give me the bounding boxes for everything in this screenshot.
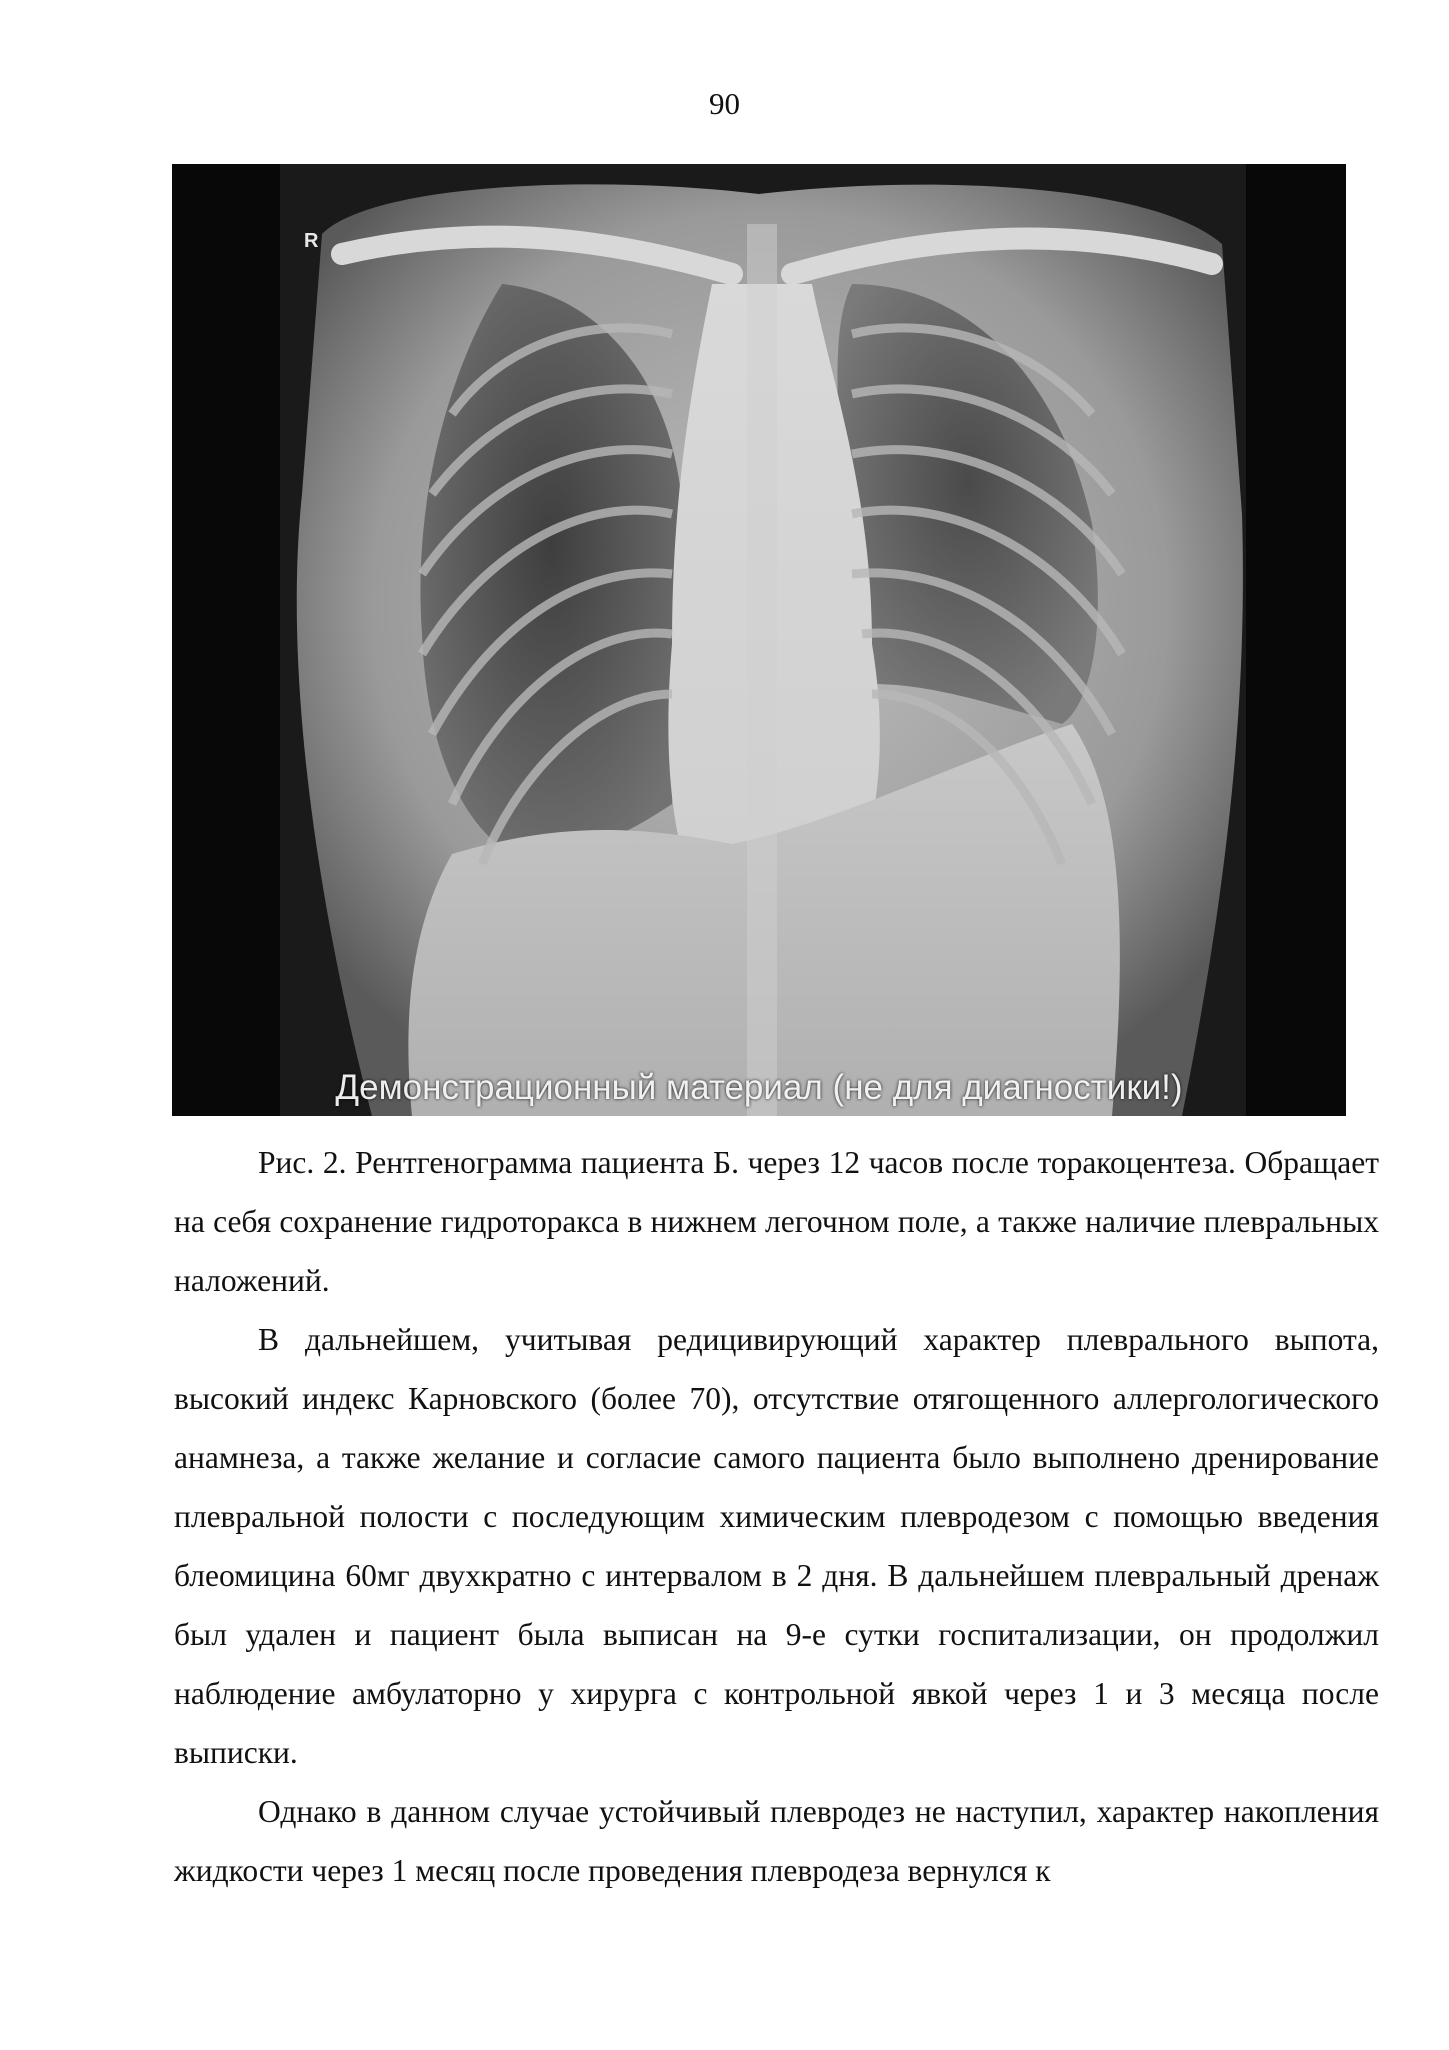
xray-side-marker: R [304, 230, 319, 252]
page-number: 90 [709, 86, 740, 121]
chest-xray-image [172, 164, 1346, 1116]
body-paragraph: В дальнейшем, учитывая редицивирующий характер плеврального выпота, высокий индекс Карновского (более 70), отсутствие отягощенного аллергологического анамнеза, а также желание и согласие самого пациента было выполнено дренирование плевральной полости с последующим химическим плевродезом с помощью введения блеомицина 60мг двухкратно с интервалом в 2 дня. В дальнейшем плевральный дренаж был удален и пациент была выписан на 9-е сутки госпитализации, он продолжил наблюдение амбулаторно у хирурга с контрольной явкой через 1 и 3 месяца после выписки. [174, 1322, 1379, 1770]
figure-caption: Рис. 2. Рентгенограмма пациента Б. через 12 часов после торакоцентеза. Обращает на себя сохранение гидроторакса в нижнем легочном поле, а также наличие плевральных наложений. [174, 1145, 1379, 1298]
page-text [174, 1133, 1379, 1900]
demo-watermark: Демонстрационный материал (не для диагностики!) [335, 1068, 1183, 1107]
chest-xray-figure [172, 164, 1346, 1116]
body-paragraph: Однако в данном случае устойчивый плевродез не наступил, характер накопления жидкости через 1 месяц после проведения плевродеза вернулся к [174, 1794, 1379, 1888]
